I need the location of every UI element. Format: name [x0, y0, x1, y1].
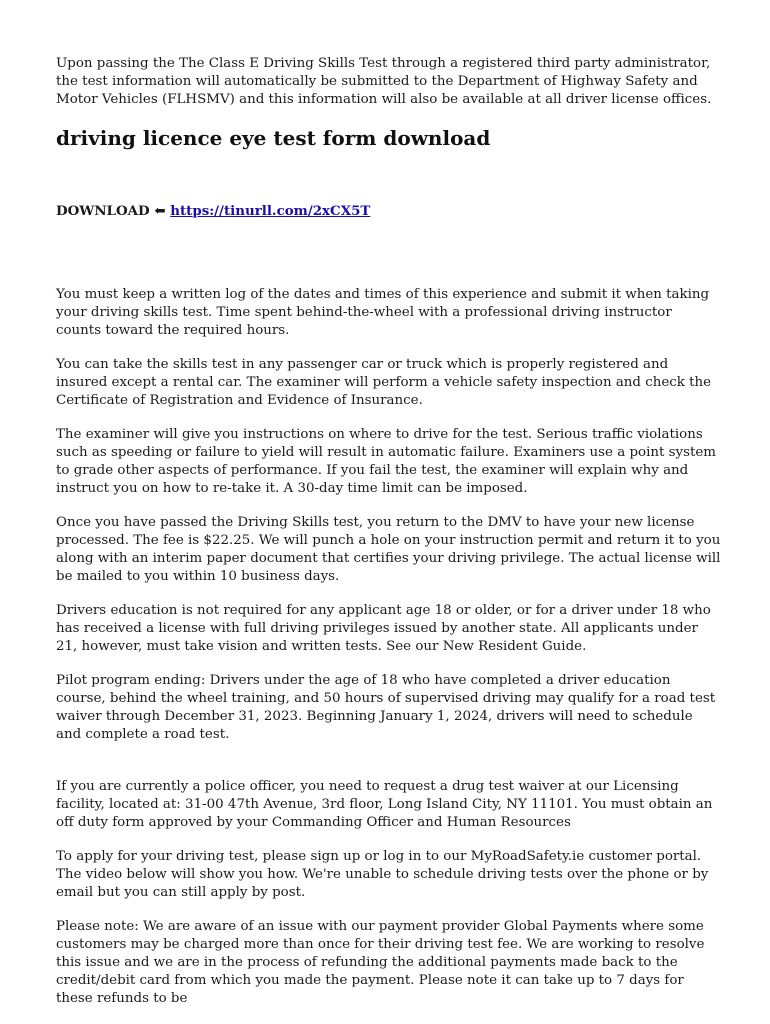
paragraph-8: To apply for your driving test, please sign up or log in to our MyRoadSafety.ie customer portal. The video below will show you how. We're unable to schedule driving tests over the phone or by email but you can still apply by post. [56, 849, 709, 900]
document-page [56, 55, 721, 1024]
paragraph-6: Pilot program ending: Drivers under the age of 18 who have completed a driver education course, behind the wheel training, and 50 hours of supervised driving may qualify for a road test waiver through December 31, 2023. Beginning January 1, 2024, drivers will need to schedule and complete a road test. [56, 673, 716, 742]
download-arrow-icon: ⬅ [154, 203, 166, 219]
paragraph-5: Drivers education is not required for any applicant age 18 or older, or for a driver under 18 who has received a license with full driving privileges issued by another state. All applicants under 21, however, must take vision and written tests. See our New Resident Guide. [56, 603, 711, 654]
paragraph-9: Please note: We are aware of an issue with our payment provider Global Payments where some customers may be charged more than once for their driving test fee. We are working to resolve this issue and we are in the process of refunding the additional payments made back to the credit/debit card from which you made the payment. Please note it can take up to 7 days for these refunds to be [56, 919, 705, 1006]
page-title: driving licence eye test form download [56, 126, 491, 150]
paragraph-7: If you are currently a police officer, you need to request a drug test waiver at our Licensing facility, located at: 31-00 47th Avenue, 3rd floor, Long Island City, NY 11101. You must obtain an off duty form approved by your Commanding Officer and Human Resources [56, 779, 713, 830]
paragraph-4: Once you have passed the Driving Skills test, you return to the DMV to have your new license processed. The fee is $22.25. We will punch a hole on your instruction permit and return it to you along with an interim paper document that certifies your driving privilege. The actual license will be mailed to you within 10 business days. [56, 515, 721, 584]
intro-paragraph: Upon passing the The Class E Driving Skills Test through a registered third party administrator, the test information will automatically be submitted to the Department of Highway Safety and Motor Vehicles (FLHSMV) and this information will also be available at all driver license offices. [56, 56, 712, 107]
body-text [56, 286, 721, 1008]
download-label: DOWNLOAD [56, 203, 150, 219]
paragraph-3: The examiner will give you instructions on where to drive for the test. Serious traffic violations such as speeding or failure to yield will result in automatic failure. Examiners use a point system to grade other aspects of performance. If you fail the test, the examiner will explain why and instruct you on how to re-take it. A 30-day time limit can be imposed. [56, 427, 716, 496]
paragraph-2: You can take the skills test in any passenger car or truck which is properly registered and insured except a rental car. The examiner will perform a vehicle safety inspection and check the Certificate of Registration and Evidence of Insurance. [56, 357, 712, 408]
download-line [56, 202, 721, 220]
download-link[interactable]: https://tinurll.com/2xCX5T [170, 203, 371, 219]
paragraph-1: You must keep a written log of the dates and times of this experience and submit it when taking your driving skills test. Time spent behind-the-wheel with a professional driving instructor counts toward the required hours. [56, 287, 710, 338]
